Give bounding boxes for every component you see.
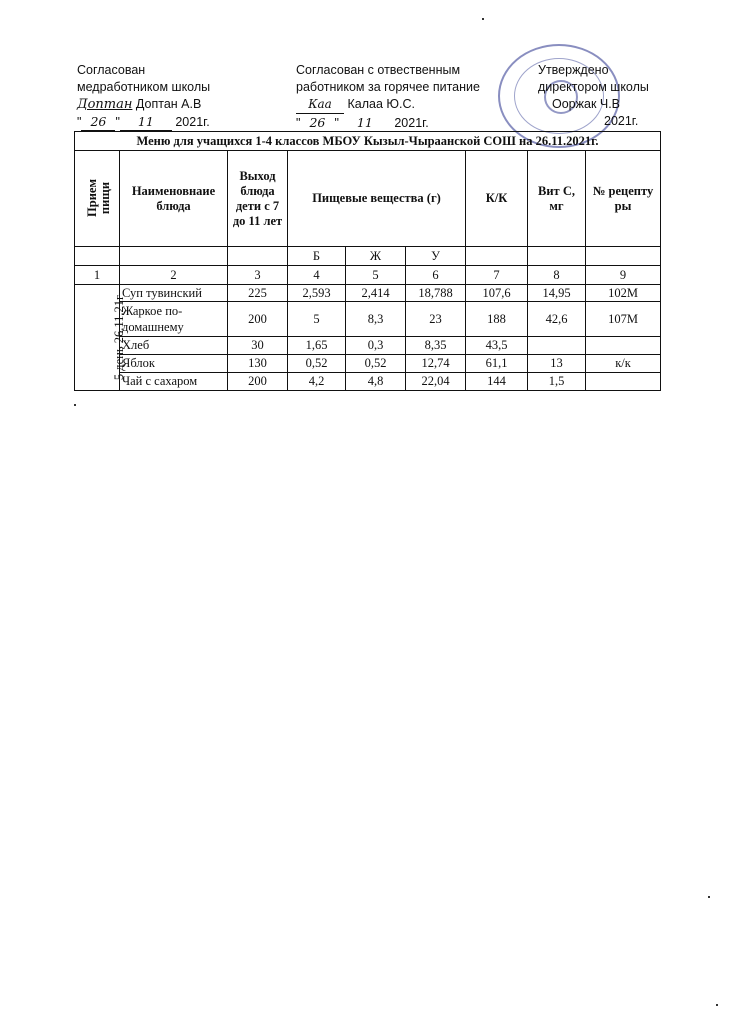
- approval-title: Утверждено: [538, 63, 609, 77]
- table-row: [75, 355, 661, 373]
- empty-cell: [120, 247, 228, 266]
- col-header-vit-c: Вит С, мг: [528, 151, 586, 247]
- yield-value: 30: [228, 337, 288, 355]
- date-year: 2021г.: [394, 116, 429, 130]
- dish-name: Хлеб: [120, 337, 228, 355]
- scan-speck: [74, 404, 76, 406]
- dish-name: Чай с сахаром: [120, 373, 228, 391]
- col-header-kk: К/К: [466, 151, 528, 247]
- fat-value: 0,3: [346, 337, 406, 355]
- col-header-meal: Прием пищи: [75, 151, 120, 247]
- col-header-recipe: № рецепту ры: [586, 151, 661, 247]
- table-subheader-row: [75, 247, 661, 266]
- menu-table: [74, 131, 661, 391]
- signature: Каа: [296, 96, 344, 114]
- signature-line: [296, 96, 480, 114]
- column-number: 3: [228, 266, 288, 285]
- date-day: 26: [300, 114, 334, 132]
- date-line: " 26 " 11 2021г.: [77, 114, 210, 129]
- table-row: [75, 337, 661, 355]
- recipe-value: к/к: [586, 355, 661, 373]
- recipe-value: 107М: [586, 302, 661, 337]
- column-number: 1: [75, 266, 120, 285]
- empty-cell: [228, 247, 288, 266]
- kk-value: 188: [466, 302, 528, 337]
- carb-value: 18,788: [406, 285, 466, 302]
- day-label-cell: [75, 285, 127, 391]
- scan-speck: [716, 1004, 718, 1006]
- subcol-b: Б: [288, 247, 346, 266]
- table-title: Меню для учащихся 1-4 классов МБОУ Кызыл-Чыраанской СОШ на 26.11.2021г.: [75, 132, 661, 151]
- kk-value: 61,1: [466, 355, 528, 373]
- kk-value: 107,6: [466, 285, 528, 302]
- kk-value: 144: [466, 373, 528, 391]
- fat-value: 8,3: [346, 302, 406, 337]
- approval-block-catering: [296, 62, 480, 132]
- column-number: 8: [528, 266, 586, 285]
- date-month: 11: [120, 113, 172, 131]
- column-number: 4: [288, 266, 346, 285]
- approval-title: Согласован: [77, 63, 146, 77]
- approval-title: Согласован с отвественным: [296, 63, 461, 77]
- protein-value: 1,65: [288, 337, 346, 355]
- signature: Доптан: [77, 97, 133, 112]
- signer-name: Калаа Ю.С.: [347, 97, 415, 111]
- column-number: 9: [586, 266, 661, 285]
- yield-value: 130: [228, 355, 288, 373]
- fat-value: 0,52: [346, 355, 406, 373]
- table-row: [75, 285, 661, 302]
- protein-value: 0,52: [288, 355, 346, 373]
- empty-cell: [586, 247, 661, 266]
- column-number-row: [75, 266, 661, 285]
- yield-value: 225: [228, 285, 288, 302]
- scan-speck: [708, 896, 710, 898]
- recipe-value: 102М: [586, 285, 661, 302]
- yield-value: 200: [228, 373, 288, 391]
- carb-value: 12,74: [406, 355, 466, 373]
- approval-block-director: [538, 62, 649, 130]
- vit-c-value: 14,95: [528, 285, 586, 302]
- table-header-row: [75, 151, 661, 247]
- vit-c-value: 42,6: [528, 302, 586, 337]
- fat-value: 4,8: [346, 373, 406, 391]
- subcol-u: У: [406, 247, 466, 266]
- scan-speck: [482, 18, 484, 20]
- signer-name: Доптан А.В: [135, 97, 202, 111]
- date-year: 2021г.: [175, 115, 210, 129]
- recipe-value: [586, 337, 661, 355]
- protein-value: 2,593: [288, 285, 346, 302]
- protein-value: 5: [288, 302, 346, 337]
- day-label: 5 день 26.11.21г: [112, 294, 127, 381]
- recipe-value: [586, 373, 661, 391]
- column-number: 7: [466, 266, 528, 285]
- date-year: 2021г.: [604, 114, 639, 128]
- carb-value: 22,04: [406, 373, 466, 391]
- carb-value: 23: [406, 302, 466, 337]
- signer-name: Ооржак Ч.В: [552, 97, 621, 111]
- date-month: 11: [339, 114, 391, 132]
- vit-c-value: 13: [528, 355, 586, 373]
- subcol-zh: Ж: [346, 247, 406, 266]
- table-row: [75, 302, 661, 337]
- col-header-nutrients: Пищевые вещества (г): [288, 151, 466, 247]
- approval-subtitle: медработником школы: [77, 80, 211, 94]
- vit-c-value: 1,5: [528, 373, 586, 391]
- approval-subtitle: директором школы: [538, 80, 649, 94]
- signature-line: [77, 96, 210, 113]
- dish-name: Жаркое по-домашнему: [120, 302, 228, 337]
- approval-block-medical: [77, 62, 210, 131]
- date-day: 26: [81, 113, 115, 131]
- empty-cell: [466, 247, 528, 266]
- kk-value: 43,5: [466, 337, 528, 355]
- column-number: 5: [346, 266, 406, 285]
- dish-name: Яблок: [120, 355, 228, 373]
- column-number: 2: [120, 266, 228, 285]
- date-line: " 26 " 11 2021г.: [296, 115, 429, 130]
- empty-cell: [528, 247, 586, 266]
- col-header-yield: Выход блюда дети с 7 до 11 лет: [228, 151, 288, 247]
- dish-name: Суп тувинский: [120, 285, 228, 302]
- table-row: [75, 373, 661, 391]
- empty-cell: [75, 247, 120, 266]
- vit-c-value: [528, 337, 586, 355]
- col-header-dish: Наименовнаие блюда: [120, 151, 228, 247]
- table-title-row: [75, 132, 661, 151]
- approval-subtitle: работником за горячее питание: [296, 80, 480, 94]
- column-number: 6: [406, 266, 466, 285]
- yield-value: 200: [228, 302, 288, 337]
- protein-value: 4,2: [288, 373, 346, 391]
- fat-value: 2,414: [346, 285, 406, 302]
- carb-value: 8,35: [406, 337, 466, 355]
